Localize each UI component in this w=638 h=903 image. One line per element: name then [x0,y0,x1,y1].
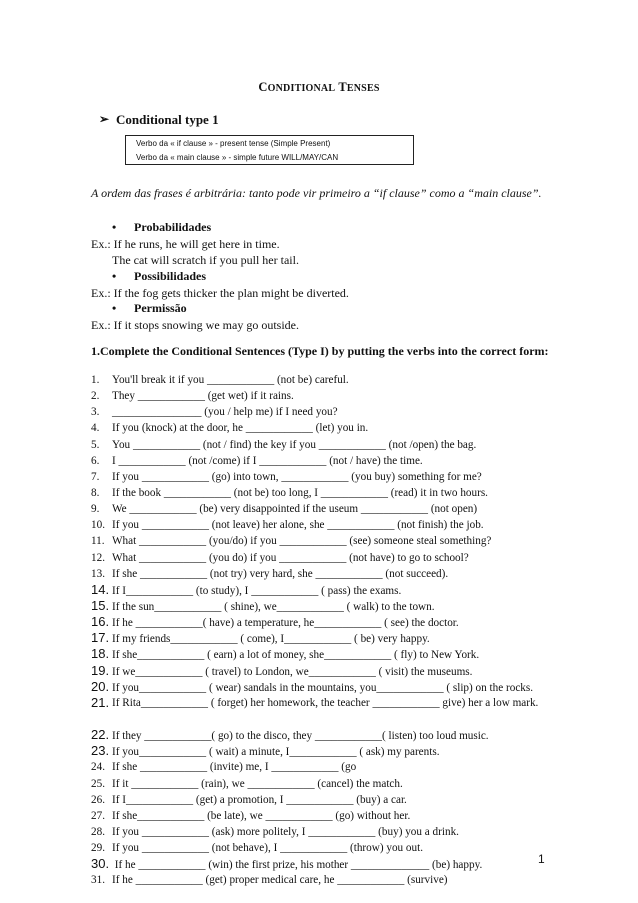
exercise-item [91,404,551,420]
page-title [0,80,638,95]
exercise-text: What ____________ (you/do) if you ____________ (see) someone steal something? [112,535,492,548]
exercise-text: If he ____________ (get) proper medical care, he ____________ (survive) [112,874,448,887]
exercise-text: If you____________ ( wear) sandals in the mountains, you____________ ( slip) on the rocks. [112,681,534,694]
exercise-number: 30. [91,856,110,872]
exercise-number: 19. [91,662,110,678]
exercise-text: I ____________ (not /come) if I ____________ (not / have) the time. [112,454,423,467]
exercise-number: 3. [91,406,100,419]
exercise-text: If it ____________ (rain), we ____________ (cancel) the match. [112,777,403,790]
exercise-item [91,582,551,598]
exercise-item [91,743,551,759]
exercise-number: 8. [91,486,100,499]
exercise-item [91,614,551,630]
exercise-text: If you ____________ (ask) more politely, I ____________ (buy) you a drink. [112,825,459,838]
exercise-item [91,388,551,404]
intro-paragraph: A ordem das frases é arbitrária: tanto pode vir primeiro a “if clause” como a “main clause”. [91,186,542,200]
bullet-heading [112,220,211,235]
rule-box-line: Verbo da « main clause » - simple future WILL/MAY/CAN [136,153,339,162]
exercise-number: 31. [91,874,105,887]
exercise-item [91,792,551,808]
exercise-number: 7. [91,470,100,483]
exercise-text: You'll break it if you ____________ (not be) careful. [112,374,349,386]
exercise-item [91,517,551,533]
exercise-number: 24. [91,761,105,774]
exercise-text: If the sun____________ ( shine), we____________ ( walk) to the town. [112,600,435,613]
exercise-text: If you____________ ( wait) a minute, I____________ ( ask) my parents. [112,746,440,759]
bullet-heading [112,269,206,284]
exercise-item [91,663,551,679]
exercise-text: If he ____________ (win) the first prize, his mother ______________ (be) happy. [112,859,483,872]
exercise-number: 5. [91,438,100,451]
example-line: Ex.: If it stops snowing we may go outside. [91,318,299,332]
exercise-text: If you ____________ (not behave), I ____________ (throw) you out. [112,842,424,855]
exercise-item [91,646,551,662]
exercise-text: If he ____________( have) a temperature, he____________ ( see) the doctor. [112,617,459,630]
exercise-item [91,840,551,856]
exercise-text: They ____________ (get wet) if it rains. [112,390,294,403]
exercise-number: 23. [91,743,110,759]
exercise-number: 18. [91,646,110,662]
exercise-text: If the book ____________ (not be) too long, I ____________ (read) it in two hours. [112,486,488,499]
exercise-item [91,679,551,695]
section-heading-text: Conditional type 1 [116,112,219,127]
exercise-item [91,453,551,469]
exercise-text: What ____________ (you do) if you ____________ (not have) to go to school? [112,551,469,564]
exercise-item [91,808,551,824]
exercise-item [91,776,551,792]
exercise-title: 1.Complete the Conditional Sentences (Type I) by putting the verbs into the correct form: [91,344,549,358]
exercise-text: If you (knock) at the door, he ____________ (let) you in. [112,422,369,435]
exercise-text: ________________ (you / help me) if I need you? [112,406,338,419]
exercise-item [91,550,551,566]
example-line: Ex.: If he runs, he will get here in time. [91,237,280,251]
bullet-icon: • [112,301,117,315]
exercise-number: 2. [91,390,100,403]
exercise-number: 9. [91,503,100,516]
exercise-number: 6. [91,454,100,467]
example-line: Ex.: If the fog gets thicker the plan might be diverted. [91,286,349,300]
exercise-text: If I____________ (get) a promotion, I ____________ (buy) a car. [112,793,407,806]
exercise-number: 15. [91,597,110,613]
exercise-item [91,485,551,501]
exercise-number: 27. [91,809,105,822]
exercise-item [91,759,551,775]
exercise-item [91,533,551,549]
exercise-item [91,856,551,872]
exercise-item [91,598,551,614]
exercise-item [91,872,551,888]
exercise-number: 29. [91,842,105,855]
exercise-text: If you ____________ (go) into town, ____________ (you buy) something for me? [112,470,482,483]
exercise-item [91,824,551,840]
exercise-item [91,420,551,436]
exercise-list [91,372,551,889]
bullet-heading [112,301,187,316]
title-rest-2: ENSES [346,83,380,94]
exercise-text: We ____________ (be) very disappointed if the useum ____________ (not open) [112,503,478,516]
bullet-icon: • [112,220,117,234]
bullet-heading-text: Permissão [134,301,187,315]
exercise-number: 12. [91,551,105,564]
exercise-item [91,566,551,582]
exercise-number: 1. [91,374,100,386]
exercise-number: 14. [91,581,110,597]
exercise-text: If I____________ (to study), I ____________ ( pass) the exams. [112,584,402,597]
exercise-item [91,695,551,727]
title-initial-2: T [338,80,347,94]
exercise-number: 16. [91,614,110,630]
title-initial-1: C [258,80,268,94]
exercise-text: If we____________ ( travel) to London, we____________ ( visit) the museums. [112,665,473,678]
exercise-text: If she____________ (be late), we ____________ (go) without her. [112,809,411,822]
bullet-heading-text: Probabilidades [134,220,212,234]
exercise-item [91,372,551,388]
page-number: 1 [538,852,545,866]
exercise-text: If my friends____________ ( come), I____________ ( be) very happy. [112,633,430,646]
exercise-item [91,469,551,485]
exercise-text: If she____________ ( earn) a lot of money, she____________ ( fly) to New York. [112,649,480,662]
section-heading [99,112,219,128]
exercise-number: 21. [91,694,110,710]
exercise-number: 13. [91,567,105,580]
exercise-text: If she ____________ (invite) me, I ____________ (go [112,761,357,774]
exercise-number: 25. [91,777,105,790]
exercise-item [91,501,551,517]
example-line: The cat will scratch if you pull her tail. [112,253,299,267]
exercise-item [91,437,551,453]
exercise-text: If Rita____________ ( forget) her homework, the teacher ____________ give) her a low mark. [112,696,539,709]
exercise-number: 11. [91,535,105,548]
exercise-number: 10. [91,519,105,532]
exercise-number: 28. [91,825,105,838]
bullet-heading-text: Possibilidades [134,269,207,283]
exercise-text: If they ____________( go) to the disco, they ____________( listen) too loud music. [112,730,489,743]
arrow-bullet-icon: ➢ [99,112,110,126]
exercise-number: 22. [91,727,110,743]
exercise-text: If you ____________ (not leave) her alone, she ____________ (not finish) the job. [112,519,484,532]
bullet-icon: • [112,269,117,283]
exercise-item [91,630,551,646]
exercise-number: 20. [91,678,110,694]
rule-box-line: Verbo da « if clause » - present tense (Simple Present) [136,139,331,148]
title-rest-1: ONDITIONAL [267,83,336,94]
exercise-number: 4. [91,422,100,435]
exercise-item [91,727,551,743]
exercise-number: 26. [91,793,105,806]
rule-box [125,135,414,165]
exercise-number: 17. [91,630,110,646]
exercise-text: If she ____________ (not try) very hard, she ____________ (not succeed). [112,567,449,580]
exercise-text: You ____________ (not / find) the key if you ____________ (not /open) the bag. [112,438,477,451]
